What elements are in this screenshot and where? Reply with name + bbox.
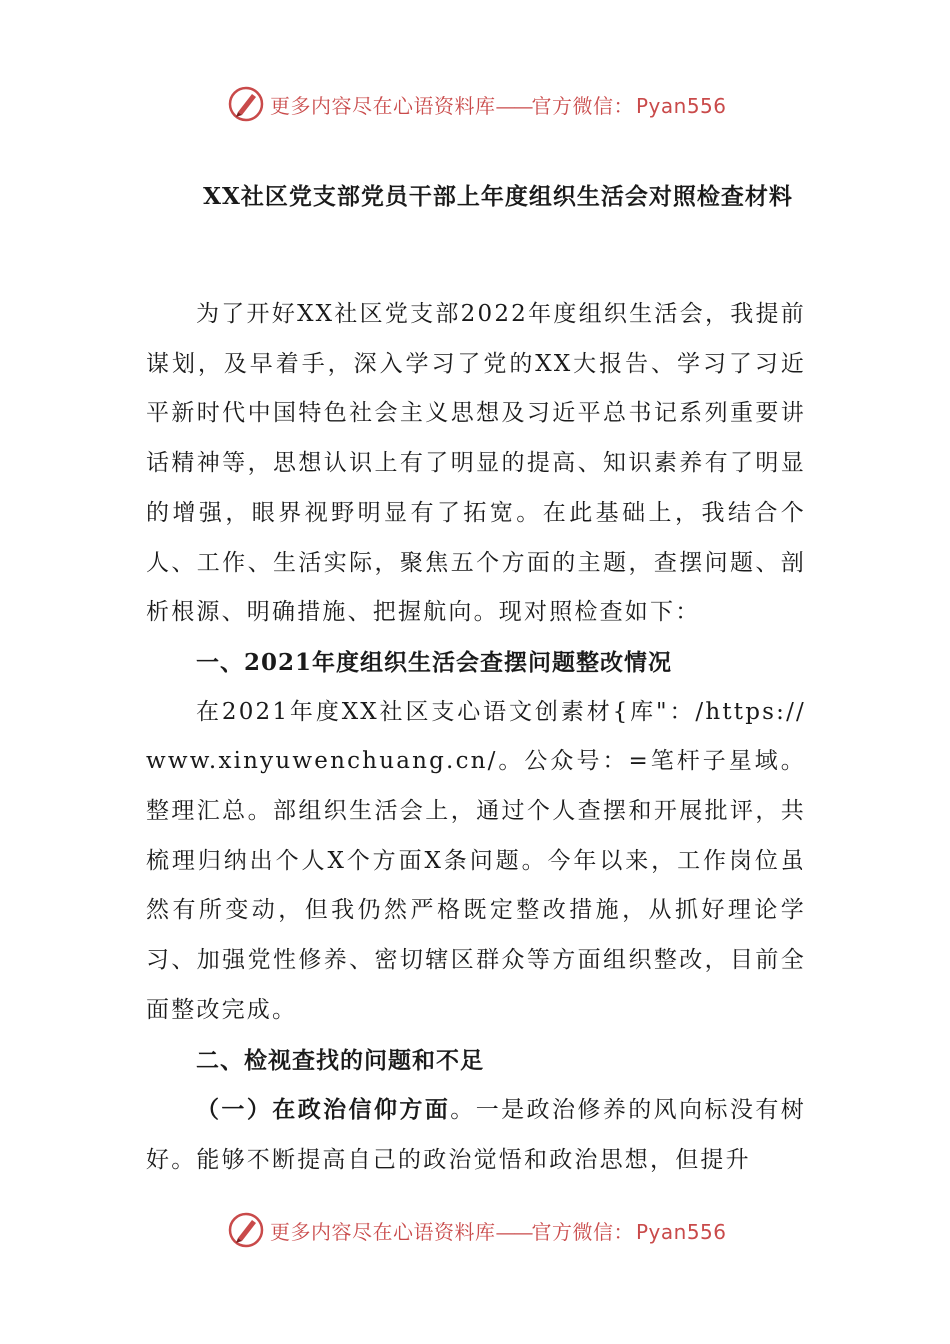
pen-logo-icon [226, 84, 266, 124]
section-2-heading: 二、检视查找的问题和不足 [196, 1046, 484, 1074]
section-1-heading: 一、2021年度组织生活会查摆问题整改情况 [196, 648, 673, 676]
watermark-banner-top [226, 84, 727, 124]
watermark-banner-bottom [226, 1210, 727, 1250]
document-body [146, 290, 806, 1186]
pen-logo-icon [226, 1210, 266, 1250]
intro-paragraph: 为了开好XX社区党支部2022年度组织生活会，我提前谋划，及早着手，深入学习了党的XX大报告、学习了习近平新时代中国特色社会主义思想及习近平总书记系列重要讲话精神等，思想认识上有了明显的提高、知识素养有了明显的增强，眼界视野明显有了拓宽。在此基础上，我结合个人、工作、生活实际，聚焦五个方面的主题，查摆问题、剖析根源、明确措施、把握航向。现对照检查如下： [146, 301, 806, 626]
subsection-1-paragraph [146, 1085, 806, 1185]
section-1-paragraph: 在2021年度XX社区支心语文创素材{库"：/https://www.xinyuwenchuang.cn/。公众号：=笔杆子星域。整理汇总。部组织生活会上，通过个人查摆和开展批评，共梳理归纳出个人X个方面X条问题。今年以来，工作岗位虽然有所变动，但我仍然严格既定整改措施，从抓好理论学习、加强党性修养、密切辖区群众等方面组织整改，目前全面整改完成。 [146, 698, 806, 1023]
document-title: XX社区党支部党员干部上年度组织生活会对照检查材料 [203, 183, 793, 210]
subsection-1-text: 。一是政治修养的风向标没有树好。能够不断提高自己的政治觉悟和政治思想，但提升 [146, 1097, 806, 1173]
watermark-text: 更多内容尽在心语资料库——官方微信： Pyan556 [270, 1219, 727, 1244]
watermark-text: 更多内容尽在心语资料库——官方微信： Pyan556 [270, 93, 727, 118]
subsection-1-lead: （一）在政治信仰方面 [196, 1096, 451, 1124]
